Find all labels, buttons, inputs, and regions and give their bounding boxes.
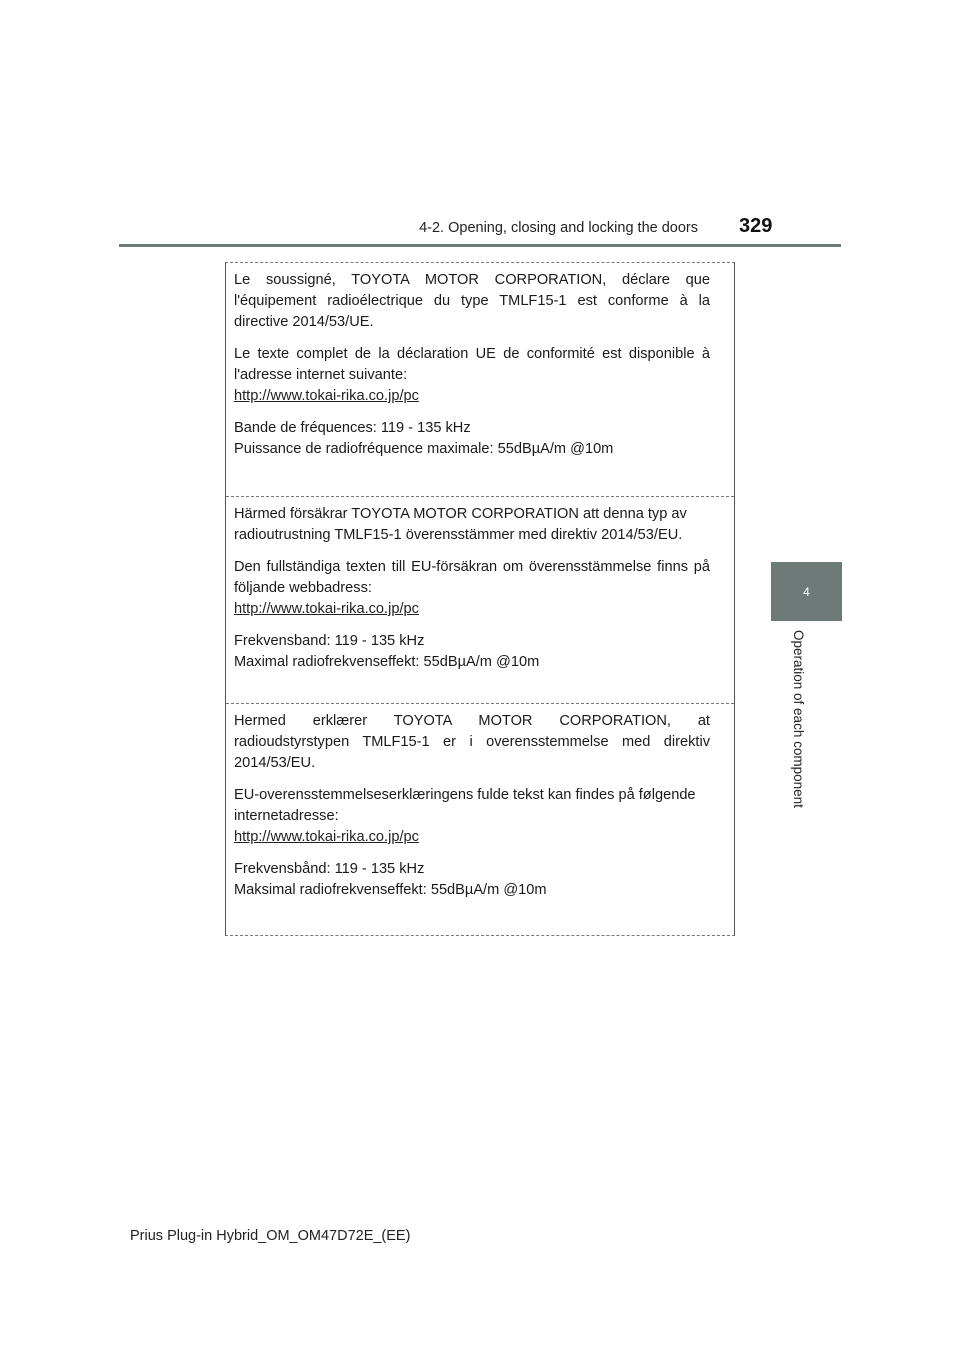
page-number: 329: [739, 215, 773, 237]
declaration-swedish: [226, 496, 734, 703]
max-power: Puissance de radiofréquence maximale: 55dBµA/m @10m: [234, 441, 614, 457]
availability-text: Den fullständiga texten till EU-försäkran om överensstämmelse finns på följande webbadress:: [234, 559, 710, 596]
declaration-link[interactable]: http://www.tokai-rika.co.jp/pc: [234, 829, 419, 845]
declaration-availability: [234, 557, 710, 620]
declaration-box: [225, 262, 735, 936]
declaration-french: [226, 263, 734, 496]
header-title: 4-2. Opening, closing and locking the doors: [419, 220, 698, 236]
header-rule: [119, 244, 841, 247]
availability-text: Le texte complet de la déclaration UE de conformité est disponible à l'adresse internet suivante:: [234, 346, 710, 383]
declaration-danish: [226, 703, 734, 935]
declaration-statement: Hermed erklærer TOYOTA MOTOR CORPORATION, at radioudstyrstypen TMLF15-1 er i overensstemmelse med direktiv 2014/53/EU.: [234, 713, 710, 771]
declaration-link[interactable]: http://www.tokai-rika.co.jp/pc: [234, 601, 419, 617]
frequency-band: Bande de fréquences: 119 - 135 kHz: [234, 420, 471, 436]
max-power: Maksimal radiofrekvenseffekt: 55dBµA/m @10m: [234, 882, 547, 898]
max-power: Maximal radiofrekvenseffekt: 55dBµA/m @10m: [234, 654, 540, 670]
declaration-statement: Le soussigné, TOYOTA MOTOR CORPORATION, déclare que l'équipement radioélectrique du type TMLF15-1 est conforme à la directive 2014/53/UE.: [234, 272, 710, 330]
declaration-statement: Härmed försäkrar TOYOTA MOTOR CORPORATION att denna typ av radioutrustning TMLF15-1 överensstämmer med direktiv 2014/53/EU.: [234, 506, 687, 543]
declaration-specs: [234, 859, 710, 901]
frequency-band: Frekvensband: 119 - 135 kHz: [234, 633, 425, 649]
frequency-band: Frekvensbånd: 119 - 135 kHz: [234, 861, 425, 877]
chapter-tab: 4: [771, 562, 842, 621]
declaration-availability: [234, 785, 710, 848]
declaration-availability: [234, 344, 710, 407]
declaration-link[interactable]: http://www.tokai-rika.co.jp/pc: [234, 388, 419, 404]
declaration-specs: [234, 418, 710, 460]
footer-doc-id: Prius Plug-in Hybrid_OM_OM47D72E_(EE): [130, 1228, 411, 1244]
declaration-specs: [234, 631, 710, 673]
chapter-label: Operation of each component: [791, 630, 806, 808]
availability-text: EU-overensstemmelseserklæringens fulde tekst kan findes på følgende internetadresse:: [234, 787, 696, 824]
